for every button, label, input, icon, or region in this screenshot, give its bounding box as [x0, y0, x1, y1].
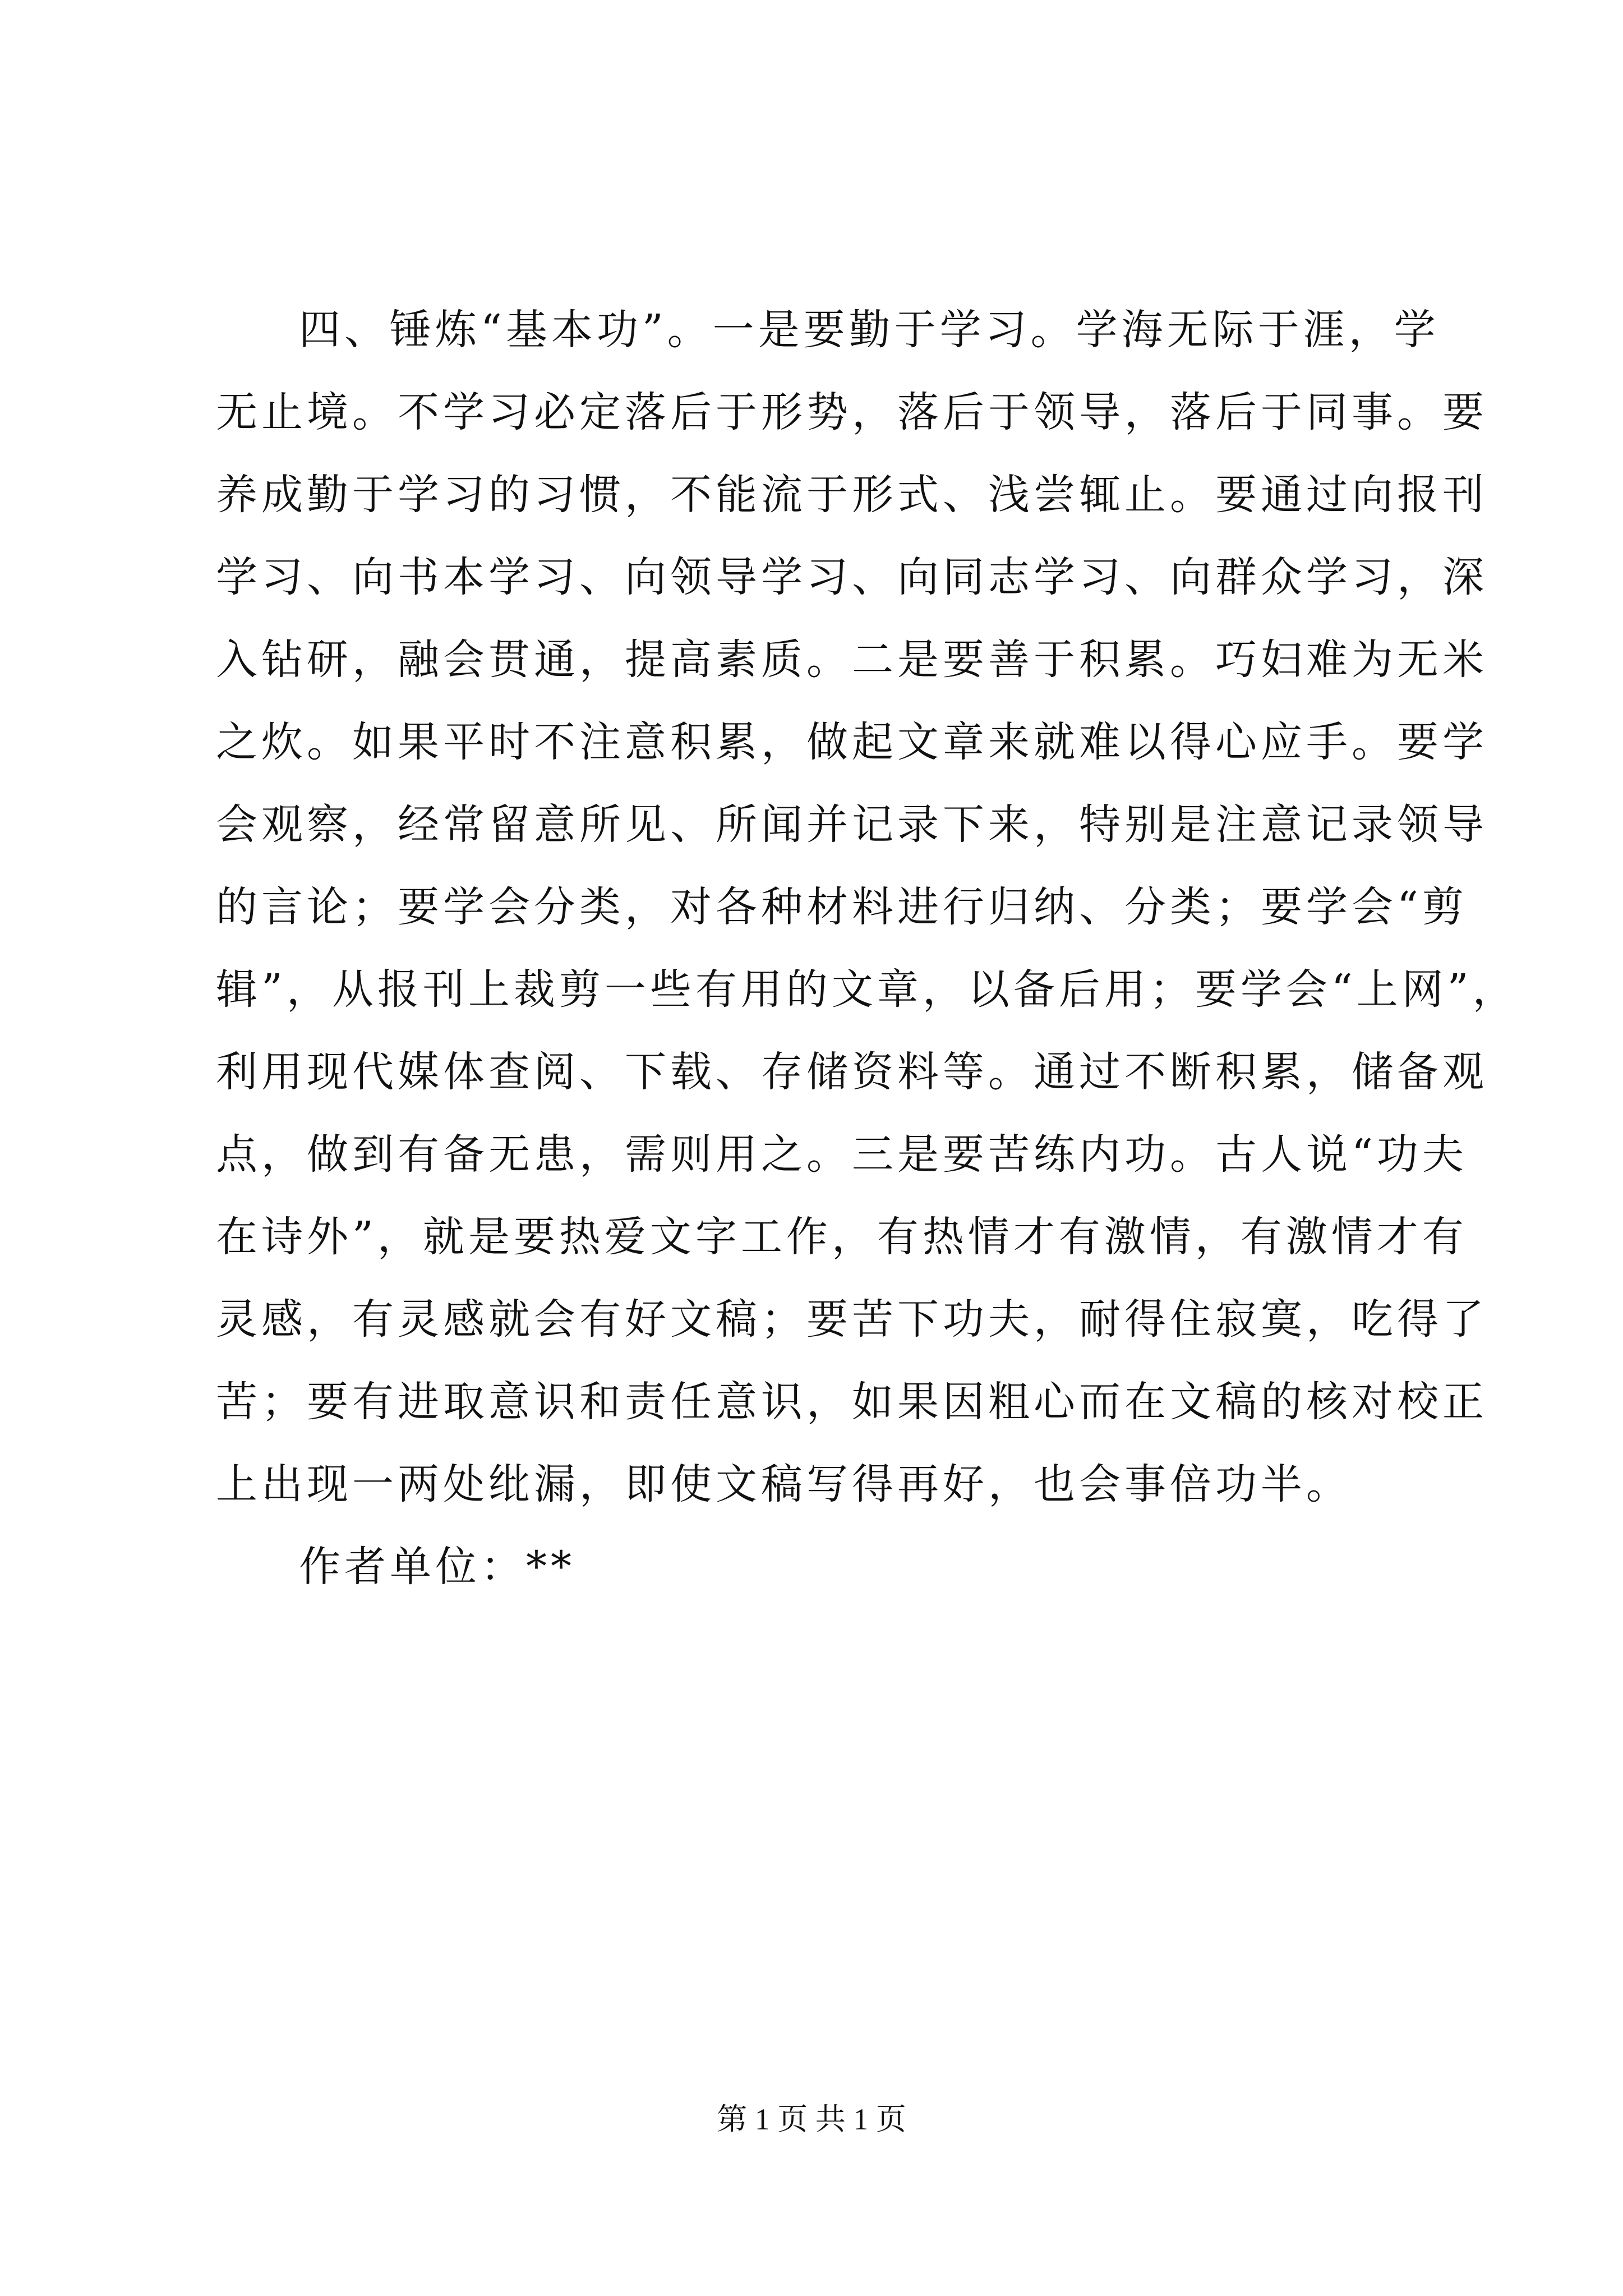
paragraph-line-15: 上出现一两处纰漏，即使文稿写得再好，也会事倍功半。 — [216, 1460, 1352, 1508]
paragraph-line-13: 灵感，有灵感就会有好文稿；要苦下功夫，耐得住寂寞，吃得了 — [216, 1295, 1488, 1343]
paragraph-line-4: 学习、向书本学习、向领导学习、向同志学习、向群众学习，深 — [216, 553, 1488, 601]
page-number-footer: 第 1 页 共 1 页 — [717, 2102, 906, 2136]
author-affiliation: 作者单位：** — [299, 1543, 575, 1591]
paragraph-line-5: 入钻研，融会贯通，提高素质。二是要善于积累。巧妇难为无米 — [216, 636, 1488, 684]
paragraph-line-10: 利用现代媒体查阅、下载、存储资料等。通过不断积累，储备观 — [216, 1048, 1488, 1096]
paragraph-line-8: 的言论；要学会分类，对各种材料进行归纳、分类；要学会“剪 — [216, 883, 1468, 931]
paragraph-line-9: 辑”，从报刊上裁剪一些有用的文章，以备后用；要学会“上网”， — [216, 965, 1518, 1014]
paragraph-line-2: 无止境。不学习必定落后于形势，落后于领导，落后于同事。要 — [216, 388, 1488, 436]
paragraph-line-14: 苦；要有进取意识和责任意识，如果因粗心而在文稿的核对校正 — [216, 1378, 1488, 1426]
paragraph-line-6: 之炊。如果平时不注意积累，做起文章来就难以得心应手。要学 — [216, 718, 1488, 766]
paragraph-line-1: 四、锤炼“基本功”。一是要勤于学习。学海无际于涯，学 — [299, 306, 1440, 354]
paragraph-line-3: 养成勤于学习的习惯，不能流于形式、浅尝辄止。要通过向报刊 — [216, 471, 1488, 519]
paragraph-line-7: 会观察，经常留意所见、所闻并记录下来，特别是注意记录领导 — [216, 800, 1488, 849]
paragraph-line-12: 在诗外”，就是要热爱文字工作，有热情才有激情，有激情才有 — [216, 1213, 1468, 1261]
paragraph-line-11: 点，做到有备无患，需则用之。三是要苦练内功。古人说“功夫 — [216, 1130, 1468, 1179]
body-text — [216, 289, 1518, 1608]
